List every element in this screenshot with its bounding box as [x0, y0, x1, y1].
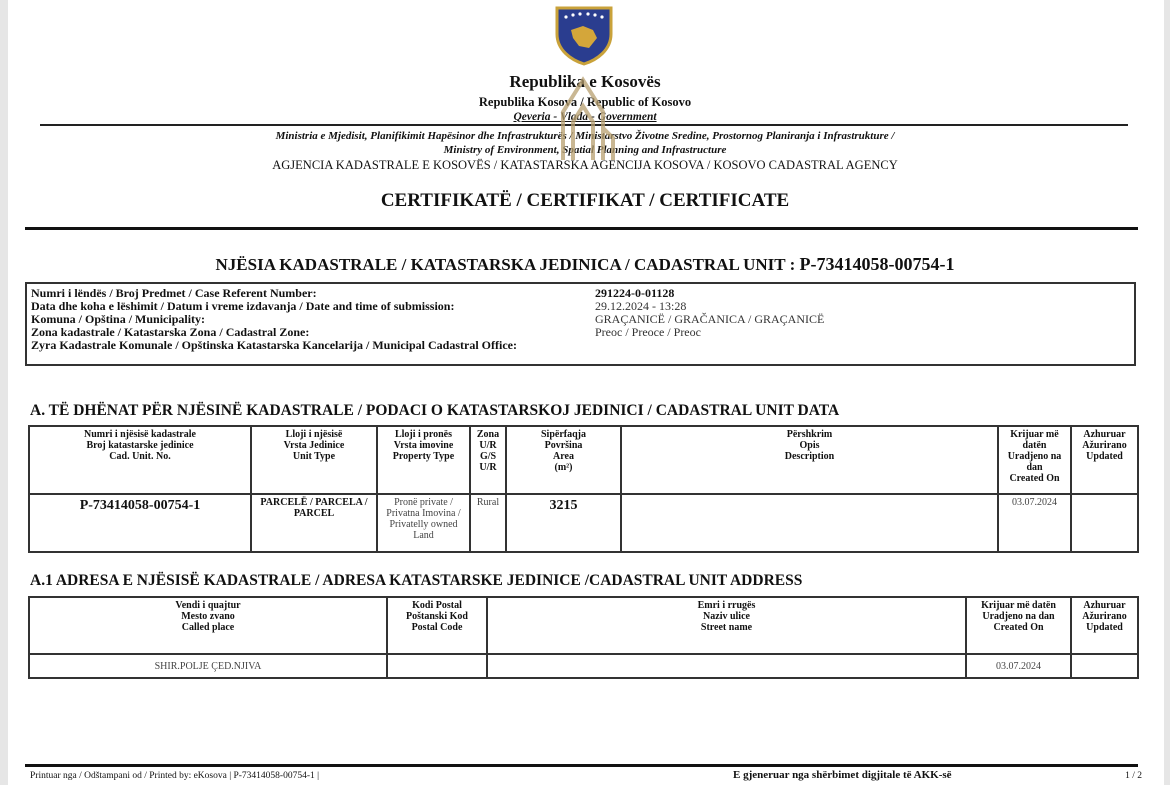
- cadastral-zone-value: Preoc / Preoce / Preoc: [595, 325, 701, 339]
- municipality-label: Komuna / Opština / Municipality:: [31, 312, 206, 326]
- country-multilang: Republika Kosova / Republic of Kosovo: [478, 95, 692, 109]
- submission-date-value: 29.12.2024 - 13:28: [595, 299, 687, 313]
- header-unit-type: Lloji i njësisë Vrsta Jedinice Unit Type: [251, 426, 377, 494]
- header-created-on: Krijuar më datën Uradjeno na dan Created On: [966, 597, 1071, 654]
- ministry-line-1: Ministria e Mjedisit, Planifikimit Hapësinor dhe Infrastrukturës / Ministarstvo Životne Sredine, Prostornog Planiranja i Infrastrukture /: [275, 130, 895, 142]
- header-called-place: Vendi i quajtur Mesto zvano Called place: [29, 597, 387, 654]
- header-description: Përshkrim Opis Description: [621, 426, 998, 494]
- cadastral-unit-address-table: [28, 596, 1139, 679]
- footer-generated: E gjeneruar nga shërbimet digjitale të AKK-së: [733, 769, 952, 781]
- header-street-name: Emri i rrugës Naziv ulice Street name: [487, 597, 966, 654]
- header-unit-no: Numri i njësisë kadastrale Broj katastarske jedinice Cad. Unit. No.: [29, 426, 251, 494]
- header-updated: Azhuruar Ažurirano Updated: [1071, 426, 1138, 494]
- header-created-on: Krijuar më datën Uradjeno na dan Created On: [998, 426, 1071, 494]
- government-label: Qeveria - Vlada - Government: [513, 111, 657, 123]
- case-info-box: [25, 282, 1136, 366]
- certificate-title: CERTIFIKATË / CERTIFIKAT / CERTIFICATE: [380, 190, 790, 211]
- cadastral-office-label: Zyra Kadastrale Komunale / Opštinska Katastarska Kancelarija / Municipal Cadastral Office:: [31, 338, 517, 352]
- page-number: 1 / 2: [1125, 771, 1142, 781]
- kosovo-coat-of-arms-icon: [553, 4, 615, 66]
- cadastral-zone-label: Zona kadastrale / Katastarska Zona / Cadastral Zone:: [31, 325, 310, 339]
- divider: [25, 227, 1138, 230]
- header-zone: Zona U/R G/S U/R: [470, 426, 506, 494]
- agency-name: AGJENCIA KADASTRALE E KOSOVËS / KATASTARSKA AGENCIJA KOSOVA / KOSOVO CADASTRAL AGENCY: [272, 158, 898, 172]
- table-header-row: [29, 597, 1138, 654]
- cadastral-unit-label: NJËSIA KADASTRALE / KATASTARSKA JEDINICA / CADASTRAL UNIT :: [215, 255, 796, 274]
- cell-zone: Rural: [470, 494, 506, 552]
- section-a-title: A. TË DHËNAT PËR NJËSINË KADASTRALE / PODACI O KATASTARSKOJ JEDINICI / CADASTRAL UNIT DATA: [30, 402, 840, 419]
- case-number-value: 291224-0-01128: [595, 286, 675, 300]
- table-header-row: [29, 426, 1138, 494]
- cell-unit-no: P-73414058-00754-1: [29, 494, 251, 552]
- cadastral-unit-data-table: [28, 425, 1139, 553]
- header-area: Sipërfaqja Površina Area (m²): [506, 426, 621, 494]
- municipality-value: GRAÇANICË / GRAČANICA / GRAÇANICË: [595, 312, 825, 326]
- header-property-type: Lloji i pronës Vrsta imovine Property Type: [377, 426, 470, 494]
- table-row: [29, 494, 1138, 552]
- case-number-label: Numri i lëndës / Broj Predmet / Case Referent Number:: [31, 286, 317, 300]
- cell-area: 3215: [506, 494, 621, 552]
- footer-printed-by: Printuar nga / Odštampani od / Printed by: eKosova | P-73414058-00754-1 |: [30, 771, 320, 781]
- cell-called-place: SHIR.POLJE ÇED.NJIVA: [29, 654, 387, 678]
- table-row: [29, 654, 1138, 678]
- cell-created-on: 03.07.2024: [966, 654, 1071, 678]
- cell-street-name: [487, 654, 966, 678]
- cell-updated: [1071, 494, 1138, 552]
- cell-updated: [1071, 654, 1138, 678]
- header-postal-code: Kodi Postal Poštanski Kod Postal Code: [387, 597, 487, 654]
- section-a1-title: A.1 ADRESA E NJËSISË KADASTRALE / ADRESA KATASTARSKE JEDINICE /CADASTRAL UNIT ADDRESS: [30, 572, 803, 589]
- ministry-line-2: Ministry of Environment, Spatial Planning and Infrastructure: [443, 144, 727, 156]
- cadastral-unit-code: P-73414058-00754-1: [799, 254, 955, 274]
- cadastral-unit-heading: [0, 254, 1170, 275]
- footer-divider: [25, 764, 1138, 767]
- submission-date-label: Data dhe koha e lëshimit / Datum i vreme izdavanja / Date and time of submission:: [31, 299, 455, 313]
- house-watermark-icon: [555, 72, 615, 164]
- cell-property-type: Pronë private / Privatna Imovina / Privatelly owned Land: [377, 494, 470, 552]
- header-updated: Azhuruar Ažurirano Updated: [1071, 597, 1138, 654]
- cell-description: [621, 494, 998, 552]
- cell-postal-code: [387, 654, 487, 678]
- cell-unit-type: PARCELË / PARCELA / PARCEL: [251, 494, 377, 552]
- cell-created-on: 03.07.2024: [998, 494, 1071, 552]
- country-title: Republika e Kosovës: [509, 72, 661, 91]
